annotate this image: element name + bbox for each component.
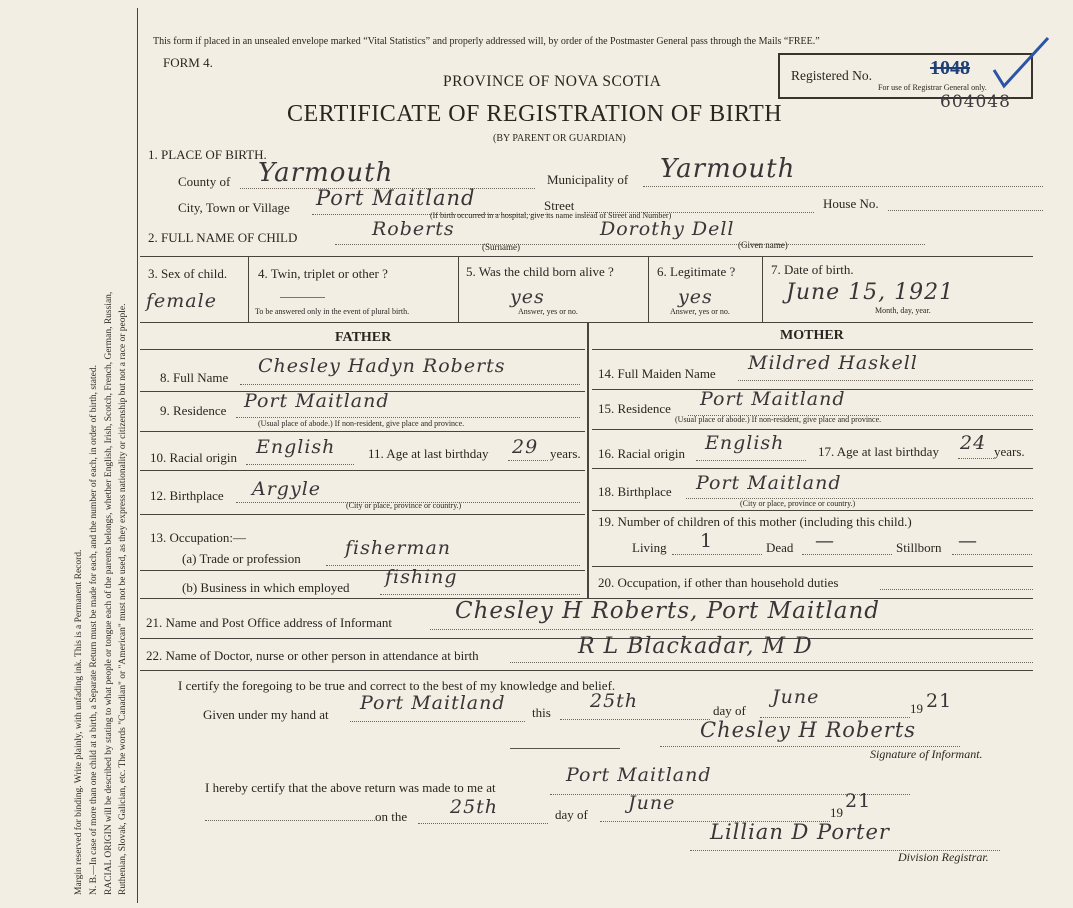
father-age-label: 11. Age at last birthday (368, 446, 489, 461)
given-place-value: Port Maitland (360, 692, 506, 714)
registered-number: 1048 (930, 57, 970, 79)
given-year-prefix: 19 (910, 701, 923, 716)
side-note-2: N. B.—In case of more than one child at a birth, a Separate Return must be made for each, and the number of each, in order of birth, stated. (89, 365, 99, 895)
twin-note: To be answered only in the event of plural birth. (255, 307, 410, 316)
father-race-value: English (256, 436, 336, 458)
father-birthplace-label: 12. Birthplace (150, 488, 224, 503)
given-day-of-label: day of (713, 703, 746, 718)
checkmark-icon (990, 34, 1052, 94)
given-under-label: Given under my hand at (203, 707, 329, 722)
side-note-1: Margin reserved for binding. Write plainly, with unfading ink. This is a Permanent Record. (74, 549, 84, 895)
certificate-subtitle: (BY PARENT OR GUARDIAN) (493, 133, 626, 144)
mother-age-label: 17. Age at last birthday (818, 444, 939, 459)
binding-margin-line (137, 8, 138, 903)
form-number: FORM 4. (163, 55, 213, 70)
father-name-label: 8. Full Name (160, 370, 229, 385)
informant-signature: Chesley H Roberts (700, 718, 917, 742)
registrar-place-value: Port Maitland (566, 764, 712, 786)
county-value: Yarmouth (258, 158, 394, 188)
mother-residence-label: 15. Residence (598, 401, 671, 416)
father-birthplace-value: Argyle (252, 478, 322, 500)
surname-note: (Surname) (482, 242, 520, 252)
alive-note: Answer, yes or no. (518, 307, 578, 316)
mother-occupation-label: 20. Occupation, if other than household duties (598, 575, 839, 590)
twin-label: 4. Twin, triplet or other ? (258, 266, 388, 281)
given-month-value: June (772, 686, 820, 708)
father-name-value: Chesley Hadyn Roberts (258, 355, 506, 377)
mother-birthplace-note: (City or place, province or country.) (740, 499, 856, 508)
certify-statement: I certify the foregoing to be true and correct to the best of my knowledge and belief. (178, 678, 616, 693)
mother-header: MOTHER (780, 328, 844, 343)
registrar-signature: Lillian D Porter (710, 820, 890, 844)
registrar-month-value: June (628, 792, 676, 814)
on-the-label: on the (375, 809, 408, 824)
doctor-label: 22. Name of Doctor, nurse or other person in attendance at birth (146, 648, 479, 663)
mother-name-value: Mildred Haskell (748, 352, 918, 374)
informant-value: Chesley H Roberts, Port Maitland (455, 598, 881, 624)
registrar-statement: I hereby certify that the above return was made to me at (205, 780, 496, 795)
legitimate-label: 6. Legitimate ? (657, 264, 736, 279)
father-birthplace-note: (City or place, province or country.) (346, 501, 462, 510)
dead-label: Dead (766, 540, 794, 555)
father-trade-value: fisherman (345, 537, 452, 559)
sex-label: 3. Sex of child. (148, 266, 228, 281)
municipality-value: Yarmouth (660, 154, 796, 184)
mother-age-value: 24 (960, 432, 987, 454)
living-value: 1 (700, 530, 714, 552)
municipality-label: Municipality of (547, 172, 629, 187)
city-value: Port Maitland (316, 186, 476, 210)
father-age-value: 29 (512, 436, 539, 458)
side-note-4: Ruthenian, Slovak, Galician, etc. The words "Canadian" or "American" must not be used, as they express nationality or citizenship but not a race or people. (118, 303, 128, 895)
date-label: 7. Date of birth. (771, 262, 854, 277)
stillborn-value: — (958, 530, 978, 552)
father-business-label: (b) Business in which employed (182, 580, 350, 595)
sex-value: female (146, 290, 217, 312)
registrar-year-prefix: 19 (830, 805, 843, 820)
registrar-day-value: 25th (450, 796, 499, 818)
mother-age-years: years. (994, 444, 1025, 459)
certificate-title: CERTIFICATE OF REGISTRATION OF BIRTH (287, 101, 783, 127)
child-surname: Roberts (372, 218, 455, 240)
side-note-3: RACIAL ORIGIN will be described by stating to what people or tongue each of the parents belongs, whether English, Irish, Scotch, French, German, Russian, (104, 291, 114, 895)
hospital-note: (If birth occurred in a hospital, give its name instead of Street and Number) (430, 211, 672, 220)
legitimate-value: yes (678, 286, 713, 308)
child-given-name: Dorothy Dell (600, 218, 735, 240)
father-residence-value: Port Maitland (244, 390, 390, 412)
mother-residence-value: Port Maitland (700, 388, 846, 410)
mother-name-label: 14. Full Maiden Name (598, 366, 716, 381)
informant-label: 21. Name and Post Office address of Informant (146, 615, 392, 630)
mail-notice: This form if placed in an unsealed envelope marked “Vital Statistics” and properly addressed will, by order of the Postmaster General pass through the Mails “FREE.” (153, 36, 820, 47)
father-residence-note: (Usual place of abode.) If non-resident, give place and province. (258, 419, 465, 428)
alt-register-number: 604048 (940, 92, 1011, 112)
mother-birthplace-label: 18. Birthplace (598, 484, 672, 499)
mother-children-label: 19. Number of children of this mother (including this child.) (598, 514, 912, 529)
registered-note: For use of Registrar General only. (878, 83, 987, 92)
given-day-value: 25th (590, 690, 639, 712)
dead-value: — (815, 530, 835, 552)
legitimate-note: Answer, yes or no. (670, 307, 730, 316)
child-name-label: 2. FULL NAME OF CHILD (148, 230, 298, 245)
father-race-label: 10. Racial origin (150, 450, 238, 465)
father-business-value: fishing (385, 566, 458, 588)
province-title: PROVINCE OF NOVA SCOTIA (443, 73, 662, 90)
registrar-signature-label: Division Registrar. (898, 850, 989, 864)
doctor-value: R L Blackadar, M D (578, 634, 813, 659)
father-occupation-label: 13. Occupation:— (150, 530, 247, 545)
father-trade-label: (a) Trade or profession (182, 551, 301, 566)
stillborn-label: Stillborn (896, 540, 942, 555)
county-label: County of (178, 174, 231, 189)
mother-birthplace-value: Port Maitland (696, 472, 842, 494)
street-label: Street (544, 198, 575, 213)
given-year-value: 21 (926, 690, 953, 712)
this-label: this (532, 705, 551, 720)
father-residence-label: 9. Residence (160, 403, 227, 418)
registrar-year-value: 21 (845, 790, 872, 812)
mother-race-value: English (705, 432, 785, 454)
registrar-day-of-label: day of (555, 807, 588, 822)
house-label: House No. (823, 196, 879, 211)
father-age-years: years. (550, 446, 581, 461)
registered-label: Registered No. (791, 68, 872, 83)
alive-label: 5. Was the child born alive ? (466, 264, 614, 279)
informant-signature-label: Signature of Informant. (870, 747, 983, 761)
date-note: Month, day, year. (875, 306, 931, 315)
mother-race-label: 16. Racial origin (598, 446, 686, 461)
alive-value: yes (510, 286, 545, 308)
date-value: June 15, 1921 (786, 280, 955, 305)
living-label: Living (632, 540, 667, 555)
given-note: (Given name) (738, 240, 788, 250)
city-label: City, Town or Village (178, 200, 290, 215)
father-header: FATHER (335, 330, 392, 345)
place-label: 1. PLACE OF BIRTH. (148, 147, 267, 162)
mother-residence-note: (Usual place of abode.) If non-resident, give place and province. (675, 415, 882, 424)
